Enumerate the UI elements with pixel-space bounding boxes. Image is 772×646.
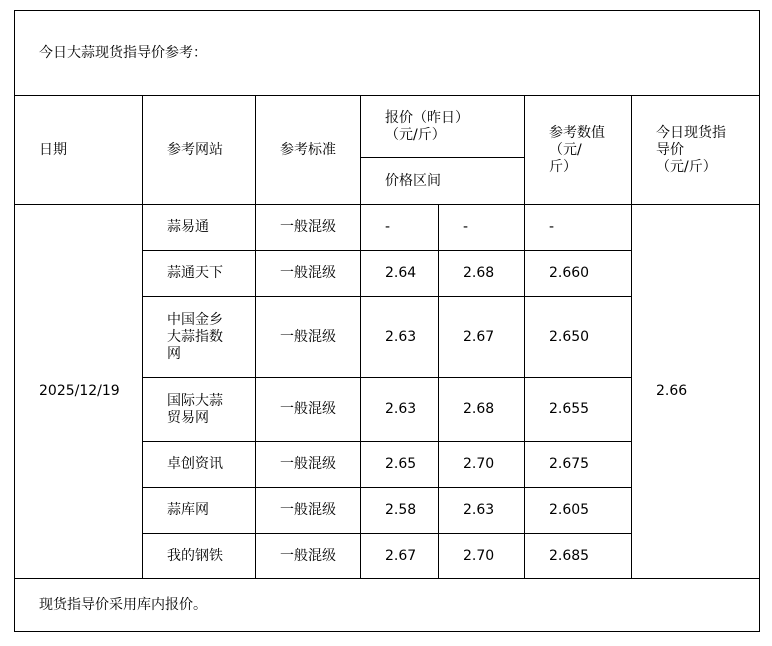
standard-cell: 一般混级 [256, 488, 361, 534]
high-cell: 2.70 [439, 442, 525, 488]
site-line: 蒜易通 [167, 219, 209, 235]
ref-cell: 2.605 [525, 488, 632, 534]
site-cell [143, 442, 256, 488]
date-cell: 2025/12/19 [15, 205, 143, 579]
site-line: 贸易网 [167, 409, 209, 426]
header-quote [361, 96, 525, 158]
low-cell: 2.63 [361, 378, 439, 442]
low-cell: 2.63 [361, 297, 439, 378]
low-cell: 2.58 [361, 488, 439, 534]
low-cell: 2.64 [361, 251, 439, 297]
ref-cell: 2.675 [525, 442, 632, 488]
ref-cell: 2.650 [525, 297, 632, 378]
table-row [15, 205, 760, 251]
low-cell: 2.67 [361, 534, 439, 579]
header-quote-line1: 报价（昨日） [385, 109, 469, 126]
header-standard: 参考标准 [256, 96, 361, 205]
low-cell: 2.65 [361, 442, 439, 488]
site-line: 网 [167, 345, 181, 362]
site-cell [143, 251, 256, 297]
site-cell [143, 488, 256, 534]
standard-cell: 一般混级 [256, 442, 361, 488]
standard-cell: 一般混级 [256, 205, 361, 251]
low-cell: - [361, 205, 439, 251]
high-cell: 2.68 [439, 251, 525, 297]
header-ref-line1: 参考数值 [549, 124, 605, 141]
header-ref-line3: 斤） [549, 158, 577, 175]
site-line: 蒜库网 [167, 502, 209, 518]
header-site: 参考网站 [143, 96, 256, 205]
site-line: 国际大蒜 [167, 392, 223, 409]
site-line: 大蒜指数 [167, 328, 223, 345]
header-quote-line2: （元/斤） [385, 126, 446, 143]
high-cell: 2.70 [439, 534, 525, 579]
high-cell: 2.63 [439, 488, 525, 534]
header-guide-line1: 今日现货指 [656, 124, 726, 141]
header-ref [525, 96, 632, 205]
header-date: 日期 [15, 96, 143, 205]
site-line: 卓创资讯 [167, 456, 223, 472]
site-cell [143, 534, 256, 579]
site-cell [143, 297, 256, 378]
ref-cell: 2.660 [525, 251, 632, 297]
standard-cell: 一般混级 [256, 297, 361, 378]
ref-cell: 2.685 [525, 534, 632, 579]
table-title: 今日大蒜现货指导价参考： [15, 11, 760, 96]
high-cell: 2.67 [439, 297, 525, 378]
header-ref-line2: （元/ [549, 141, 582, 158]
site-line: 中国金乡 [167, 311, 223, 328]
site-cell [143, 205, 256, 251]
header-guide-line2: 导价 [656, 141, 684, 158]
site-line: 蒜通天下 [167, 265, 223, 281]
header-guide-line3: （元/斤） [656, 158, 717, 175]
header-range: 价格区间 [361, 158, 525, 205]
site-line: 我的钢铁 [167, 547, 223, 564]
high-cell: - [439, 205, 525, 251]
ref-cell: - [525, 205, 632, 251]
header-guide [632, 96, 760, 205]
price-table [14, 10, 760, 632]
standard-cell: 一般混级 [256, 534, 361, 579]
high-cell: 2.68 [439, 378, 525, 442]
footnote: 现货指导价采用库内报价。 [15, 579, 760, 632]
standard-cell: 一般混级 [256, 251, 361, 297]
site-cell [143, 378, 256, 442]
guide-price-cell: 2.66 [632, 205, 760, 579]
ref-cell: 2.655 [525, 378, 632, 442]
standard-cell: 一般混级 [256, 378, 361, 442]
